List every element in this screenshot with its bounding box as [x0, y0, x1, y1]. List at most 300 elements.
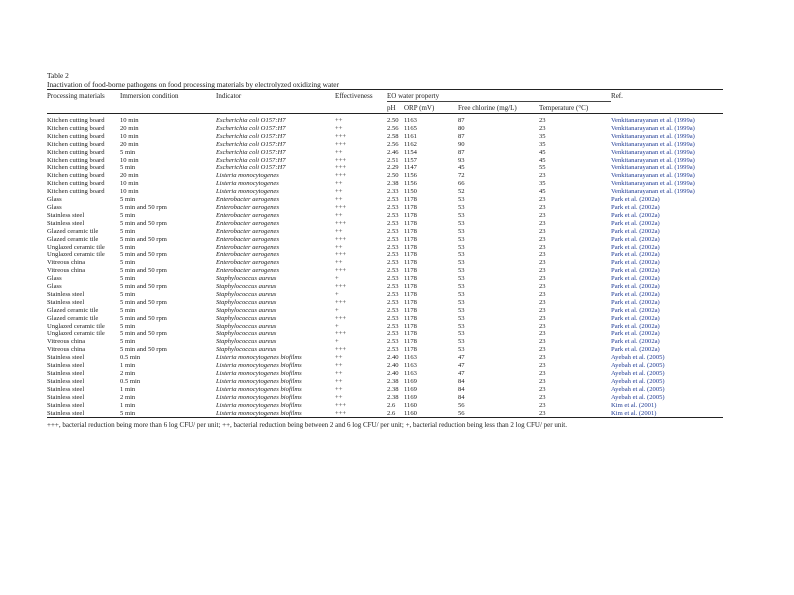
cell-orp: 1160: [404, 409, 417, 417]
cell-material: Vitreous china: [47, 259, 86, 267]
cell-indicator: Listeria monocytogenes: [216, 180, 279, 188]
cell-orp: 1178: [404, 338, 417, 346]
cell-ref[interactable]: Park et al. (2002a): [611, 211, 660, 219]
header-row-top: [47, 90, 723, 102]
cell-immersion: 5 min and 50 rpm: [120, 267, 167, 275]
cell-indicator: Staphylococcus aureus: [216, 298, 277, 306]
cell-indicator: Escherichia coli O157:H7: [216, 132, 286, 140]
cell-ref[interactable]: Park et al. (2002a): [611, 243, 660, 251]
cell-immersion: 1 min: [120, 401, 136, 409]
cell-material: Glass: [47, 283, 62, 291]
cell-ph: 2.53: [387, 275, 399, 283]
cell-chlorine: 53: [458, 338, 465, 346]
cell-ph: 2.38: [387, 180, 399, 188]
cell-immersion: 10 min: [120, 117, 139, 124]
cell-indicator: Enterobacter aerogenes: [216, 211, 280, 219]
cell-effectiveness: ++: [335, 362, 343, 370]
cell-immersion: 20 min: [120, 172, 139, 180]
cell-chlorine: 90: [458, 140, 465, 148]
cell-chlorine: 53: [458, 259, 465, 267]
cell-ph: 2.6: [387, 409, 396, 417]
cell-indicator: Enterobacter aerogenes: [216, 251, 280, 259]
cell-indicator: Enterobacter aerogenes: [216, 235, 280, 243]
cell-orp: 1178: [404, 196, 417, 204]
table-row: [47, 212, 723, 220]
cell-effectiveness: ++: [335, 377, 343, 385]
cell-indicator: Listeria monocytogenes: [216, 188, 279, 196]
cell-ref[interactable]: Ayebah et al. (2005): [611, 362, 665, 370]
cell-immersion: 1 min: [120, 362, 136, 370]
cell-immersion: 5 min: [120, 290, 136, 298]
cell-effectiveness: +: [335, 322, 339, 330]
cell-ref[interactable]: Park et al. (2002a): [611, 298, 660, 306]
header-row-sub: [47, 102, 723, 114]
cell-temperature: 35: [539, 180, 546, 188]
cell-effectiveness: +++: [335, 330, 347, 338]
cell-chlorine: 87: [458, 148, 465, 156]
table-row: [47, 299, 723, 307]
table-row: [47, 149, 723, 157]
cell-chlorine: 87: [458, 117, 465, 124]
table-row: [47, 315, 723, 323]
cell-material: Stainless steel: [47, 298, 85, 306]
cell-ref[interactable]: Park et al. (2002a): [611, 251, 660, 259]
cell-ref[interactable]: Park et al. (2002a): [611, 235, 660, 243]
cell-effectiveness: +++: [335, 156, 347, 164]
cell-orp: 1147: [404, 164, 417, 172]
cell-temperature: 45: [539, 156, 546, 164]
cell-ref[interactable]: Park et al. (2002a): [611, 346, 660, 354]
table-row: [47, 164, 723, 172]
cell-effectiveness: +++: [335, 346, 347, 354]
cell-indicator: Listeria monocytogenes biofilms: [216, 377, 302, 385]
cell-orp: 1163: [404, 117, 417, 124]
cell-material: Stainless steel: [47, 219, 85, 227]
table-row: [47, 267, 723, 275]
col-header-orp: ORP (mV): [404, 103, 435, 112]
cell-temperature: 55: [539, 164, 546, 172]
cell-effectiveness: ++: [335, 148, 343, 156]
cell-immersion: 5 min: [120, 322, 136, 330]
cell-effectiveness: +++: [335, 203, 347, 211]
cell-ph: 2.58: [387, 132, 399, 140]
cell-effectiveness: +++: [335, 401, 347, 409]
cell-indicator: Escherichia coli O157:H7: [216, 117, 286, 124]
table-row: [47, 172, 723, 180]
cell-orp: 1178: [404, 314, 417, 322]
cell-chlorine: 84: [458, 385, 465, 393]
table-row: [47, 228, 723, 236]
cell-material: Unglazed ceramic tile: [47, 322, 105, 330]
cell-material: Vitreous china: [47, 346, 86, 354]
cell-temperature: 23: [539, 219, 546, 227]
cell-effectiveness: ++: [335, 124, 343, 132]
pathogen-inactivation-table: [47, 89, 723, 418]
cell-ref[interactable]: Ayebah et al. (2005): [611, 393, 665, 401]
cell-ref[interactable]: Park et al. (2002a): [611, 267, 660, 275]
cell-temperature: 23: [539, 211, 546, 219]
cell-ref[interactable]: Park et al. (2002a): [611, 275, 660, 283]
cell-ph: 2.50: [387, 117, 399, 124]
table-row: [47, 362, 723, 370]
cell-chlorine: 53: [458, 314, 465, 322]
cell-ph: 2.50: [387, 172, 399, 180]
cell-ref[interactable]: Park et al. (2002a): [611, 306, 660, 314]
cell-effectiveness: +++: [335, 267, 347, 275]
table-row: [47, 188, 723, 196]
table-row: [47, 283, 723, 291]
cell-ref[interactable]: Venkitanarayanan et al. (1999a): [611, 132, 695, 140]
cell-chlorine: 53: [458, 243, 465, 251]
cell-orp: 1178: [404, 298, 417, 306]
cell-orp: 1165: [404, 124, 417, 132]
table-row: [47, 196, 723, 204]
cell-indicator: Staphylococcus aureus: [216, 290, 277, 298]
cell-ph: 2.40: [387, 362, 399, 370]
cell-orp: 1162: [404, 140, 417, 148]
col-header-material: Processing materials: [47, 91, 105, 100]
cell-ref[interactable]: Venkitanarayanan et al. (1999a): [611, 188, 695, 196]
cell-ph: 2.53: [387, 346, 399, 354]
cell-chlorine: 80: [458, 124, 465, 132]
cell-material: Unglazed ceramic tile: [47, 243, 105, 251]
cell-orp: 1163: [404, 354, 417, 362]
cell-material: Glazed ceramic tile: [47, 227, 99, 235]
cell-ref[interactable]: Park et al. (2002a): [611, 219, 660, 227]
table-row: [47, 180, 723, 188]
cell-ref[interactable]: Kim et al. (2001): [611, 409, 657, 417]
cell-ref[interactable]: Venkitanarayanan et al. (1999a): [611, 124, 695, 132]
cell-indicator: Listeria monocytogenes biofilms: [216, 362, 302, 370]
cell-ph: 2.53: [387, 196, 399, 204]
cell-temperature: 23: [539, 235, 546, 243]
table-row: [47, 141, 723, 149]
cell-immersion: 5 min and 50 rpm: [120, 219, 167, 227]
cell-temperature: 23: [539, 227, 546, 235]
cell-ph: 2.53: [387, 219, 399, 227]
cell-ph: 2.56: [387, 140, 399, 148]
cell-temperature: 23: [539, 298, 546, 306]
cell-temperature: 23: [539, 314, 546, 322]
cell-indicator: Staphylococcus aureus: [216, 338, 277, 346]
cell-orp: 1156: [404, 172, 417, 180]
cell-immersion: 5 min: [120, 275, 136, 283]
cell-ref[interactable]: Venkitanarayanan et al. (1999a): [611, 148, 695, 156]
cell-material: Stainless steel: [47, 362, 85, 370]
cell-immersion: 5 min and 50 rpm: [120, 346, 167, 354]
cell-indicator: Staphylococcus aureus: [216, 330, 277, 338]
cell-chlorine: 45: [458, 164, 465, 172]
cell-orp: 1163: [404, 362, 417, 370]
cell-immersion: 5 min: [120, 243, 136, 251]
table-row: [47, 307, 723, 315]
cell-immersion: 5 min: [120, 259, 136, 267]
cell-temperature: 23: [539, 338, 546, 346]
cell-effectiveness: +: [335, 290, 339, 298]
cell-indicator: Listeria monocytogenes biofilms: [216, 354, 302, 362]
cell-orp: 1178: [404, 283, 417, 291]
cell-immersion: 5 min: [120, 196, 136, 204]
cell-orp: 1178: [404, 227, 417, 235]
cell-indicator: Escherichia coli O157:H7: [216, 148, 286, 156]
cell-chlorine: 53: [458, 235, 465, 243]
table-container: [47, 71, 723, 430]
cell-indicator: Staphylococcus aureus: [216, 306, 277, 314]
cell-chlorine: 53: [458, 196, 465, 204]
cell-chlorine: 53: [458, 219, 465, 227]
cell-temperature: 23: [539, 283, 546, 291]
cell-temperature: 23: [539, 330, 546, 338]
cell-temperature: 23: [539, 267, 546, 275]
cell-orp: 1156: [404, 180, 417, 188]
cell-effectiveness: ++: [335, 385, 343, 393]
cell-material: Stainless steel: [47, 211, 85, 219]
cell-temperature: 23: [539, 124, 546, 132]
cell-ref[interactable]: Park et al. (2002a): [611, 314, 660, 322]
cell-effectiveness: +++: [335, 409, 347, 417]
cell-ph: 2.40: [387, 370, 399, 377]
cell-ref[interactable]: Ayebah et al. (2005): [611, 377, 665, 385]
cell-temperature: 35: [539, 132, 546, 140]
cell-material: Stainless steel: [47, 385, 85, 393]
cell-material: Stainless steel: [47, 370, 85, 377]
table-label: Table 2: [47, 71, 69, 80]
cell-immersion: 5 min and 50 rpm: [120, 330, 167, 338]
table-row: [47, 114, 723, 125]
cell-temperature: 23: [539, 409, 546, 417]
table-row: [47, 338, 723, 346]
cell-material: Kitchen cutting board: [47, 180, 105, 188]
cell-temperature: 35: [539, 140, 546, 148]
cell-ref[interactable]: Park et al. (2002a): [611, 330, 660, 338]
cell-orp: 1154: [404, 148, 417, 156]
cell-temperature: 23: [539, 117, 546, 124]
cell-orp: 1160: [404, 401, 417, 409]
cell-ref[interactable]: Venkitanarayanan et al. (1999a): [611, 172, 695, 180]
cell-material: Kitchen cutting board: [47, 172, 105, 180]
cell-chlorine: 53: [458, 330, 465, 338]
cell-chlorine: 53: [458, 251, 465, 259]
table-row: [47, 259, 723, 267]
table-row: [47, 323, 723, 331]
cell-indicator: Listeria monocytogenes biofilms: [216, 401, 302, 409]
cell-material: Kitchen cutting board: [47, 156, 105, 164]
cell-orp: 1178: [404, 290, 417, 298]
cell-temperature: 23: [539, 385, 546, 393]
cell-ph: 2.53: [387, 235, 399, 243]
cell-effectiveness: ++: [335, 180, 343, 188]
cell-effectiveness: +++: [335, 251, 347, 259]
cell-indicator: Enterobacter aerogenes: [216, 243, 280, 251]
cell-immersion: 5 min and 50 rpm: [120, 203, 167, 211]
table-row: [47, 251, 723, 259]
cell-indicator: Enterobacter aerogenes: [216, 259, 280, 267]
table-row: [47, 394, 723, 402]
table-row: [47, 133, 723, 141]
cell-orp: 1169: [404, 393, 417, 401]
cell-immersion: 5 min and 50 rpm: [120, 235, 167, 243]
cell-ref[interactable]: Park et al. (2002a): [611, 259, 660, 267]
cell-material: Glazed ceramic tile: [47, 314, 99, 322]
cell-orp: 1161: [404, 132, 417, 140]
cell-temperature: 23: [539, 251, 546, 259]
cell-ref[interactable]: Venkitanarayanan et al. (1999a): [611, 164, 695, 172]
cell-ref[interactable]: Park et al. (2002a): [611, 203, 660, 211]
cell-temperature: 23: [539, 346, 546, 354]
cell-indicator: Listeria monocytogenes: [216, 172, 279, 180]
cell-ph: 2.33: [387, 188, 399, 196]
table-row: [47, 236, 723, 244]
cell-ph: 2.40: [387, 354, 399, 362]
cell-ref[interactable]: Ayebah et al. (2005): [611, 354, 665, 362]
cell-ref[interactable]: Park et al. (2002a): [611, 290, 660, 298]
col-header-immersion: Immersion condition: [120, 91, 179, 100]
cell-orp: 1178: [404, 235, 417, 243]
cell-temperature: 45: [539, 188, 546, 196]
cell-effectiveness: ++: [335, 227, 343, 235]
table-row: [47, 410, 723, 418]
cell-effectiveness: +++: [335, 172, 347, 180]
cell-effectiveness: ++: [335, 393, 343, 401]
cell-material: Vitreous china: [47, 267, 86, 275]
col-header-indicator: Indicator: [216, 91, 242, 100]
cell-orp: 1157: [404, 156, 417, 164]
cell-ph: 2.53: [387, 227, 399, 235]
cell-chlorine: 53: [458, 203, 465, 211]
cell-temperature: 23: [539, 322, 546, 330]
cell-chlorine: 93: [458, 156, 465, 164]
table-row: [47, 220, 723, 228]
cell-immersion: 5 min and 50 rpm: [120, 283, 167, 291]
cell-indicator: Staphylococcus aureus: [216, 346, 277, 354]
cell-ref[interactable]: Kim et al. (2001): [611, 401, 657, 409]
cell-temperature: 23: [539, 401, 546, 409]
cell-immersion: 20 min: [120, 124, 139, 132]
cell-indicator: Escherichia coli O157:H7: [216, 124, 286, 132]
cell-chlorine: 47: [458, 370, 465, 377]
cell-ref[interactable]: Park et al. (2002a): [611, 322, 660, 330]
cell-immersion: 2 min: [120, 370, 136, 377]
cell-chlorine: 53: [458, 275, 465, 283]
table-row: [47, 386, 723, 394]
col-header-temperature: Temperature (°C): [539, 103, 589, 112]
cell-orp: 1169: [404, 377, 417, 385]
col-header-ref: Ref.: [611, 91, 623, 100]
col-header-ph: pH: [387, 103, 396, 112]
cell-chlorine: 53: [458, 227, 465, 235]
cell-effectiveness: ++: [335, 117, 343, 124]
cell-effectiveness: +: [335, 275, 339, 283]
cell-material: Stainless steel: [47, 377, 85, 385]
cell-indicator: Staphylococcus aureus: [216, 283, 277, 291]
cell-orp: 1178: [404, 306, 417, 314]
cell-immersion: 5 min: [120, 409, 136, 417]
cell-indicator: Listeria monocytogenes biofilms: [216, 393, 302, 401]
cell-temperature: 23: [539, 377, 546, 385]
cell-chlorine: 53: [458, 211, 465, 219]
cell-ph: 2.46: [387, 148, 399, 156]
cell-ph: 2.29: [387, 164, 399, 172]
cell-orp: 1169: [404, 385, 417, 393]
cell-ref[interactable]: Venkitanarayanan et al. (1999a): [611, 140, 695, 148]
cell-material: Stainless steel: [47, 290, 85, 298]
cell-indicator: Enterobacter aerogenes: [216, 196, 280, 204]
cell-ph: 2.53: [387, 283, 399, 291]
cell-chlorine: 53: [458, 290, 465, 298]
cell-immersion: 5 min and 50 rpm: [120, 314, 167, 322]
cell-temperature: 23: [539, 370, 546, 377]
cell-material: Kitchen cutting board: [47, 140, 105, 148]
table-row: [47, 291, 723, 299]
cell-immersion: 10 min: [120, 132, 139, 140]
cell-immersion: 5 min and 50 rpm: [120, 251, 167, 259]
cell-indicator: Enterobacter aerogenes: [216, 203, 280, 211]
cell-ph: 2.38: [387, 385, 399, 393]
cell-orp: 1178: [404, 259, 417, 267]
cell-ph: 2.53: [387, 267, 399, 275]
table-row: [47, 275, 723, 283]
cell-chlorine: 87: [458, 132, 465, 140]
cell-immersion: 1 min: [120, 385, 136, 393]
cell-material: Kitchen cutting board: [47, 164, 105, 172]
cell-temperature: 23: [539, 290, 546, 298]
cell-temperature: 23: [539, 275, 546, 283]
cell-effectiveness: +++: [335, 235, 347, 243]
cell-chlorine: 53: [458, 346, 465, 354]
cell-ph: 2.53: [387, 338, 399, 346]
cell-ref[interactable]: Park et al. (2002a): [611, 227, 660, 235]
cell-ref[interactable]: Ayebah et al. (2005): [611, 385, 665, 393]
cell-ph: 2.53: [387, 243, 399, 251]
cell-effectiveness: +++: [335, 164, 347, 172]
cell-ref[interactable]: Park et al. (2002a): [611, 338, 660, 346]
cell-temperature: 23: [539, 259, 546, 267]
cell-ph: 2.53: [387, 298, 399, 306]
cell-ph: 2.6: [387, 401, 396, 409]
cell-material: Glass: [47, 203, 62, 211]
cell-indicator: Staphylococcus aureus: [216, 314, 277, 322]
cell-effectiveness: ++: [335, 370, 343, 377]
cell-effectiveness: +++: [335, 298, 347, 306]
cell-indicator: Escherichia coli O157:H7: [216, 140, 286, 148]
cell-indicator: Listeria monocytogenes biofilms: [216, 409, 302, 417]
cell-ph: 2.53: [387, 203, 399, 211]
col-header-chlorine: Free chlorine (mg/L): [458, 103, 517, 112]
cell-material: Glass: [47, 196, 62, 204]
cell-ref[interactable]: Venkitanarayanan et al. (1999a): [611, 156, 695, 164]
cell-ref[interactable]: Ayebah et al. (2005): [611, 370, 665, 377]
cell-ref[interactable]: Park et al. (2002a): [611, 283, 660, 291]
cell-ref[interactable]: Park et al. (2002a): [611, 196, 660, 204]
cell-chlorine: 47: [458, 354, 465, 362]
cell-ref[interactable]: Venkitanarayanan et al. (1999a): [611, 117, 695, 124]
cell-immersion: 5 min: [120, 306, 136, 314]
cell-ph: 2.53: [387, 330, 399, 338]
table-row: [47, 244, 723, 252]
cell-ref[interactable]: Venkitanarayanan et al. (1999a): [611, 180, 695, 188]
cell-ph: 2.53: [387, 322, 399, 330]
cell-immersion: 10 min: [120, 180, 139, 188]
cell-immersion: 5 min: [120, 227, 136, 235]
table-body: [47, 114, 723, 418]
cell-immersion: 0.5 min: [120, 354, 141, 362]
cell-effectiveness: ++: [335, 196, 343, 204]
cell-effectiveness: ++: [335, 354, 343, 362]
cell-temperature: 23: [539, 203, 546, 211]
table-footnote: +++, bacterial reduction being more than 6 log CFU/ per unit; ++, bacterial reduction being between 2 and 6 log CFU/ per unit; +, bacterial reduction being less than 2 log CFU/ per unit.: [47, 421, 567, 430]
cell-ph: 2.53: [387, 290, 399, 298]
cell-ph: 2.53: [387, 306, 399, 314]
